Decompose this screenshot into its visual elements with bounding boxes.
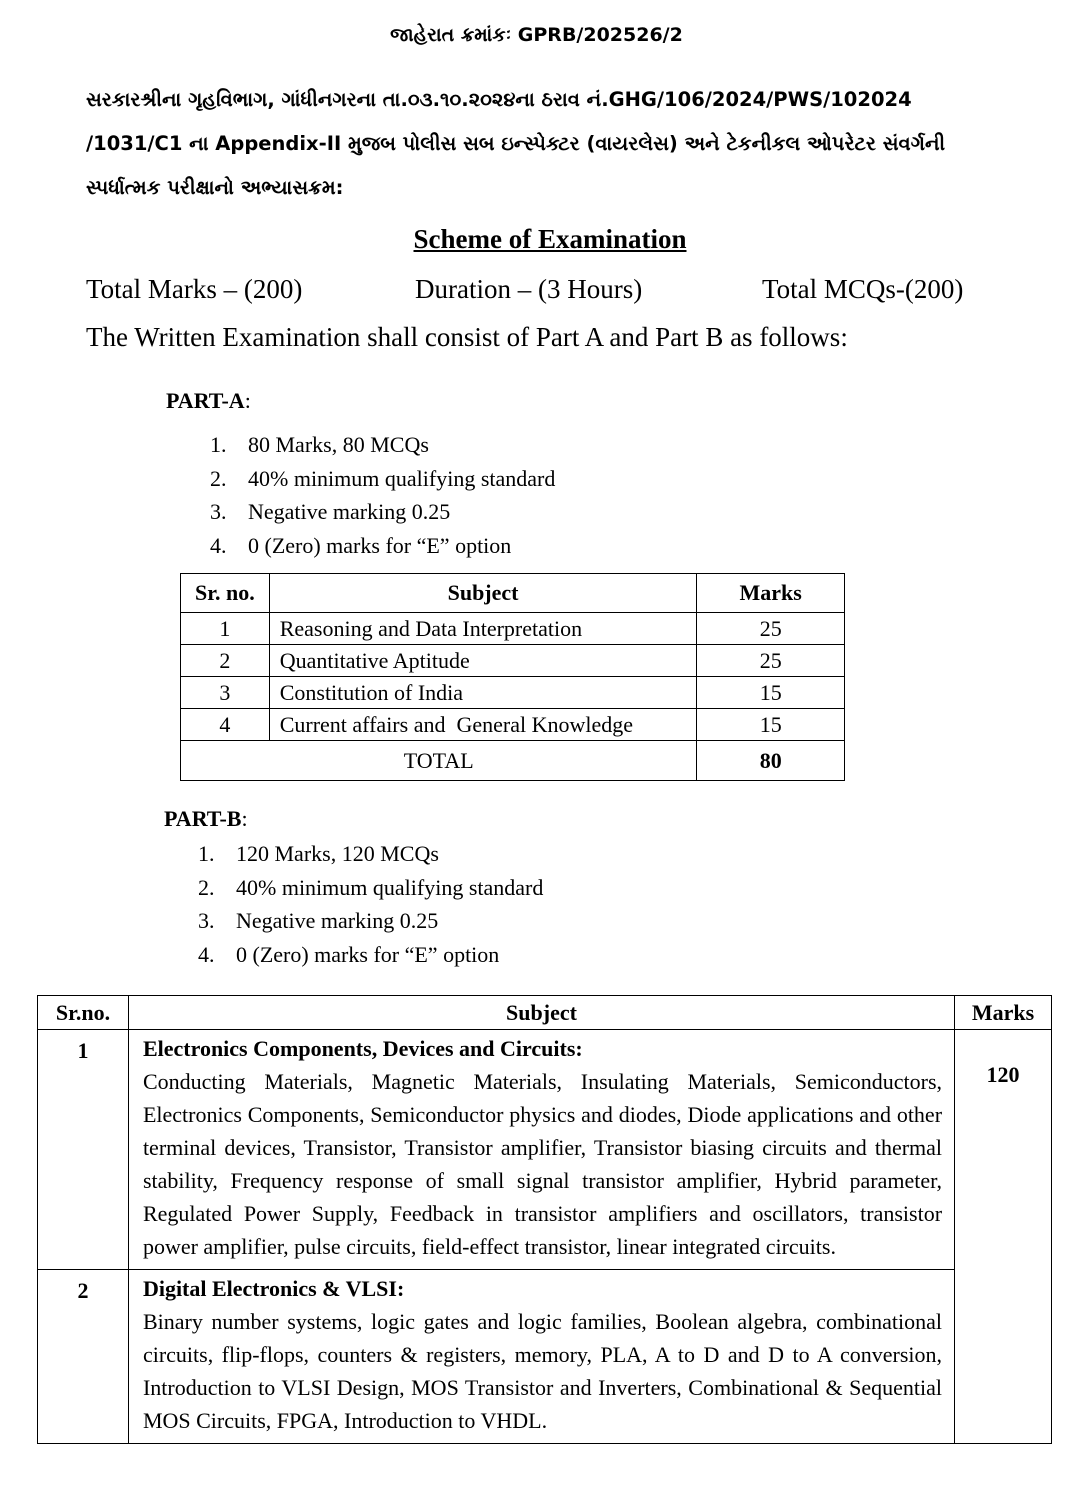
intro-line: સરકારશ્રીના ગૃહવિભાગ, ગાંધીનગરના તા.૦૩.૧૦.૨૦૨૪ના ઠરાવ નં.GHG/106/2024/PWS/102024: [86, 88, 912, 111]
table-row: [181, 645, 845, 677]
scheme-title: Scheme of Examination: [413, 224, 687, 254]
part-b-heading: [164, 806, 248, 832]
table-row: [38, 1030, 1052, 1270]
table-row: [181, 677, 845, 709]
part-b-colon: :: [241, 806, 248, 831]
list-number: 2.: [210, 465, 227, 491]
cell-subject: [128, 1030, 954, 1270]
table-row: [181, 613, 845, 645]
table-header-row: [38, 996, 1052, 1030]
cell-marks: 25: [697, 613, 845, 645]
cell-subject: Reasoning and Data Interpretation: [269, 613, 697, 645]
list-text: 80 Marks, 80 MCQs: [248, 432, 429, 457]
list-item: [210, 428, 555, 462]
part-a-heading: [166, 388, 251, 414]
header-subject: Subject: [269, 574, 697, 613]
cell-marks: 15: [697, 709, 845, 741]
intro-line: /1031/C1 ના Appendix-II મુજબ પોલીસ સબ ઇન્સ્પેક્ટર (વાયરલેસ) અને ટેકનીકલ ઓપરેટર સંવર્ગની: [86, 132, 946, 155]
part-b-table: [37, 995, 1052, 1444]
header-sr-no: Sr.no.: [38, 996, 129, 1030]
cell-marks: 15: [697, 677, 845, 709]
subject-title: Digital Electronics & VLSI:: [142, 1276, 405, 1301]
list-item: [198, 837, 543, 871]
list-text: 120 Marks, 120 MCQs: [236, 841, 439, 866]
list-item: [210, 529, 555, 563]
subject-title: Electronics Components, Devices and Circuits:: [142, 1036, 583, 1061]
total-label: TOTAL: [181, 741, 697, 781]
list-item: [210, 495, 555, 529]
advertisement-number: જાહેરાત ક્રમાંકઃ GPRB/202526/2: [390, 24, 683, 46]
list-text: 40% minimum qualifying standard: [248, 465, 556, 491]
list-text: 0 (Zero) marks for “E” option: [236, 941, 500, 967]
cell-marks: 25: [697, 645, 845, 677]
intro-line: સ્પર્ધાત્મક પરીક્ષાનો અભ્યાસક્રમ:: [86, 176, 344, 199]
part-b-heading-text: PART-B: [164, 806, 242, 831]
cell-subject: Current affairs and General Knowledge: [269, 709, 697, 741]
list-item: [198, 871, 543, 905]
list-item: [198, 938, 543, 972]
totals-row: [86, 274, 1006, 308]
table-row: [181, 709, 845, 741]
list-number: 3.: [210, 499, 227, 524]
cell-subject: Constitution of India: [269, 677, 697, 709]
table-row: [38, 1270, 1052, 1444]
list-item: [210, 462, 555, 496]
cell-sr: 2: [181, 645, 270, 677]
list-number: 1.: [210, 432, 227, 457]
list-text: 40% minimum qualifying standard: [236, 874, 544, 900]
list-number: 2.: [198, 874, 215, 900]
header-marks: Marks: [697, 574, 845, 613]
total-mcqs: Total MCQs-(200): [762, 274, 964, 304]
cell-sr: 3: [181, 677, 270, 709]
table-total-row: [181, 741, 845, 781]
intro-paragraph: [86, 78, 1026, 210]
header-sr-no: Sr. no.: [181, 574, 270, 613]
cell-sr: 2: [38, 1270, 129, 1444]
table-header-row: [181, 574, 845, 613]
part-a-points: [210, 428, 555, 562]
cell-subject: [128, 1270, 954, 1444]
part-b-points: [198, 837, 543, 971]
header-marks: Marks: [955, 996, 1052, 1030]
cell-sr: 1: [181, 613, 270, 645]
consist-line: The Written Examination shall consist of Part A and Part B as follows:: [86, 322, 848, 352]
cell-marks: 120: [955, 1030, 1052, 1444]
list-number: 1.: [198, 841, 215, 866]
list-text: 0 (Zero) marks for “E” option: [248, 532, 512, 558]
cell-subject: Quantitative Aptitude: [269, 645, 697, 677]
subject-content: Binary number systems, logic gates and logic families, Boolean algebra, combinational circuits, flip-flops, counters & registers, memory, PLA, A to D and D to A conversion, Introduction to VLSI Design, MOS Transistor and Inverters, Combinational & Sequential MOS Circuits, FPGA, Introduction to VHDL.: [142, 1309, 943, 1433]
list-number: 4.: [210, 532, 227, 558]
part-a-heading-text: PART-A: [166, 388, 245, 413]
total-marks: Total Marks – (200): [86, 274, 303, 304]
list-item: [198, 904, 543, 938]
list-text: Negative marking 0.25: [236, 908, 439, 933]
cell-sr: 4: [181, 709, 270, 741]
part-a-colon: :: [244, 388, 251, 413]
subject-content: Conducting Materials, Magnetic Materials, Insulating Materials, Semiconductors, Electronics Components, Semiconductor physics and diodes, Diode applications and other terminal devices, Transistor, Transistor amplifier, Transistor biasing circuits and thermal stability, Frequency response of small signal transistor amplifier, Hybrid parameter, Regulated Power Supply, Feedback in transistor amplifiers and oscillators, transistor power amplifier, pulse circuits, field-effect transistor, linear integrated circuits.: [142, 1069, 943, 1259]
total-marks-value: 80: [697, 741, 845, 781]
list-number: 3.: [198, 908, 215, 933]
cell-sr: 1: [38, 1030, 129, 1270]
list-number: 4.: [198, 941, 215, 967]
list-text: Negative marking 0.25: [248, 499, 451, 524]
duration: Duration – (3 Hours): [415, 274, 643, 304]
header-subject: Subject: [128, 996, 954, 1030]
part-a-table: [180, 573, 845, 781]
